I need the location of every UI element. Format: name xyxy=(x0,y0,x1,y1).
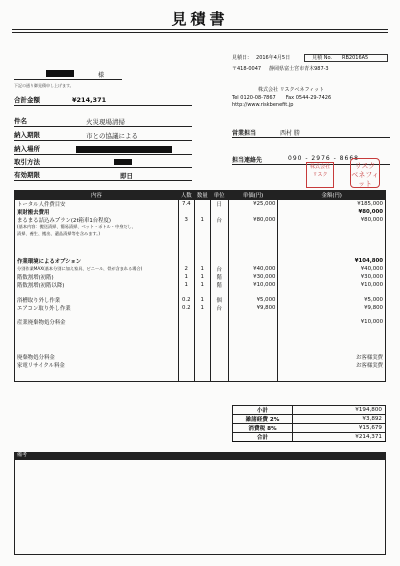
qty-cell xyxy=(194,339,210,346)
table-row xyxy=(15,353,386,361)
notes-header: 備考 xyxy=(14,452,386,459)
table-row xyxy=(15,200,386,209)
price-cell xyxy=(228,244,278,251)
content-cell xyxy=(15,369,179,376)
amount-cell: お客様実費 xyxy=(278,353,386,361)
qty-cell xyxy=(194,289,210,296)
qty-cell xyxy=(194,318,210,326)
people-cell xyxy=(178,208,194,216)
table-row xyxy=(15,369,386,376)
col-header-amount: 金額(円) xyxy=(278,191,386,200)
col-header-people: 人数 xyxy=(178,191,194,200)
qty-cell xyxy=(194,312,210,319)
content-cell xyxy=(15,312,179,319)
table-row xyxy=(15,326,386,333)
amount-cell xyxy=(278,237,386,244)
price-cell xyxy=(228,250,278,257)
unit-cell xyxy=(210,289,228,296)
amount-cell: ¥80,000 xyxy=(278,208,386,216)
amount-cell xyxy=(278,339,386,346)
rep-name: 西村 勝 xyxy=(280,130,300,137)
col-header-content: 内容 xyxy=(15,191,179,200)
estimate-number-label: 見積 No. xyxy=(312,55,332,61)
estimate-number: RB2016A5 xyxy=(342,55,369,61)
qty-cell xyxy=(194,353,210,361)
qty-cell xyxy=(194,224,210,231)
totals-row xyxy=(233,424,386,433)
price-cell xyxy=(228,375,278,382)
amount-cell: ¥40,000 xyxy=(278,265,386,273)
content-cell: エアコン取り外し作業 xyxy=(15,304,179,312)
content-cell: 家電リサイクル料金 xyxy=(15,361,179,369)
table-row xyxy=(15,237,386,244)
amount-cell xyxy=(278,312,386,319)
unit-cell: 台 xyxy=(210,304,228,312)
unit-cell xyxy=(210,346,228,353)
people-cell xyxy=(178,231,194,238)
issue-date-label: 見積日： xyxy=(232,55,253,61)
redacted-client-name xyxy=(46,70,74,77)
people-cell: 2 xyxy=(178,265,194,273)
unit-cell xyxy=(210,231,228,238)
unit-cell xyxy=(210,237,228,244)
amount-cell: ¥185,000 xyxy=(278,200,386,209)
unit-cell: 日 xyxy=(210,200,228,209)
amount-cell: ¥10,000 xyxy=(278,318,386,326)
unit-cell xyxy=(210,208,228,216)
table-row xyxy=(15,257,386,265)
totals-row xyxy=(233,433,386,442)
price-cell xyxy=(228,224,278,231)
qty-cell xyxy=(194,369,210,376)
people-cell: 3 xyxy=(178,216,194,224)
content-cell xyxy=(15,326,179,333)
content-cell xyxy=(15,375,179,382)
col-header-unit: 単位 xyxy=(210,191,228,200)
table-row xyxy=(15,375,386,382)
totals-value: ¥3,892 xyxy=(293,415,386,424)
table-row xyxy=(15,208,386,216)
delivery-row xyxy=(14,130,192,141)
price-cell: ¥40,000 xyxy=(228,265,278,273)
issuer-fax: Fax 0544-29-7426 xyxy=(285,95,332,101)
issuer-block xyxy=(232,66,331,108)
people-cell xyxy=(178,333,194,340)
price-cell xyxy=(228,257,278,265)
amount-cell xyxy=(278,375,386,382)
qty-cell xyxy=(194,361,210,369)
place-label: 納入場所 xyxy=(14,145,40,153)
company-seal xyxy=(350,158,380,188)
amount-cell xyxy=(278,250,386,257)
subject-label: 件名 xyxy=(14,117,27,125)
amount-cell: ¥5,000 xyxy=(278,296,386,304)
table-row xyxy=(15,281,386,289)
content-cell xyxy=(15,333,179,340)
issue-meta xyxy=(232,56,368,62)
price-cell xyxy=(228,361,278,369)
validity-value: 即日 xyxy=(120,172,133,180)
redacted-terms xyxy=(114,159,132,165)
people-cell xyxy=(178,361,194,369)
seal-text-b: リスク ベネフィット xyxy=(351,162,379,188)
title-rule-bottom xyxy=(12,32,388,33)
price-cell: ¥9,800 xyxy=(228,304,278,312)
total-amount-label: 合計金額 xyxy=(14,96,40,104)
total-amount-value: ¥214,371 xyxy=(72,96,107,104)
price-cell: ¥10,000 xyxy=(228,281,278,289)
totals-label: 消費税 8% xyxy=(233,424,293,433)
unit-cell: 台 xyxy=(210,216,228,224)
amount-cell: ¥104,800 xyxy=(278,257,386,265)
table-row xyxy=(15,296,386,304)
qty-cell xyxy=(194,375,210,382)
unit-cell xyxy=(210,224,228,231)
content-cell: 分別作業MAX(基本分別に加え家具、ビニール、骨が含まれる場合) xyxy=(15,265,179,273)
table-header-row xyxy=(15,191,386,200)
table-row xyxy=(15,216,386,224)
total-amount-row xyxy=(14,95,192,106)
table-row xyxy=(15,339,386,346)
subject-value: 火災現場清掃 xyxy=(86,118,125,126)
rep-row xyxy=(232,128,390,138)
amount-cell: ¥80,000 xyxy=(278,216,386,224)
price-cell: ¥25,000 xyxy=(228,200,278,209)
amount-cell xyxy=(278,346,386,353)
people-cell: 7.4 xyxy=(178,200,194,209)
people-cell xyxy=(178,353,194,361)
qty-cell: 1 xyxy=(194,265,210,273)
people-cell xyxy=(178,318,194,326)
content-cell: トータル人件費目安 xyxy=(15,200,179,209)
qty-cell: 1 xyxy=(194,273,210,281)
qty-cell xyxy=(194,237,210,244)
qty-cell xyxy=(194,346,210,353)
price-cell: ¥30,000 xyxy=(228,273,278,281)
table-row xyxy=(15,224,386,231)
qty-cell xyxy=(194,250,210,257)
price-cell: ¥5,000 xyxy=(228,296,278,304)
price-cell xyxy=(228,339,278,346)
qty-cell xyxy=(194,333,210,340)
content-cell: 廃棄物処分料金 xyxy=(15,353,179,361)
content-cell: まるまる詰込みプラン(2t箱車1台程度) xyxy=(15,216,179,224)
unit-cell: 階 xyxy=(210,273,228,281)
unit-cell: 台 xyxy=(210,265,228,273)
issuer-tel: Tel 0120-08-7867 xyxy=(232,95,276,101)
unit-cell xyxy=(210,250,228,257)
amount-cell xyxy=(278,224,386,231)
people-cell: 0.2 xyxy=(178,304,194,312)
place-row xyxy=(14,144,192,155)
unit-cell xyxy=(210,257,228,265)
people-cell xyxy=(178,375,194,382)
amount-cell xyxy=(278,326,386,333)
table-row xyxy=(15,318,386,326)
unit-cell xyxy=(210,353,228,361)
issuer-postal: 〒418-0047 xyxy=(232,66,262,72)
unit-cell xyxy=(210,339,228,346)
price-cell xyxy=(228,231,278,238)
delivery-value: 市との協議による xyxy=(86,132,138,140)
client-honorific: 様 xyxy=(98,72,105,79)
people-cell xyxy=(178,244,194,251)
content-cell xyxy=(15,339,179,346)
rep-label: 営業担当 xyxy=(232,130,257,137)
qty-cell xyxy=(194,257,210,265)
content-cell: 階数割増(初階) xyxy=(15,273,179,281)
qty-cell: 1 xyxy=(194,216,210,224)
line-items-table xyxy=(14,190,386,382)
qty-cell: 1 xyxy=(194,304,210,312)
content-cell: 階数割増(初階以降) xyxy=(15,281,179,289)
people-cell xyxy=(178,257,194,265)
content-cell: (基本内容：搬送清掃、簡易清掃、ベット・ポトル・中身だし、 xyxy=(15,224,179,231)
notes-box xyxy=(14,459,386,555)
qty-cell xyxy=(194,200,210,209)
table-row xyxy=(15,231,386,238)
people-cell xyxy=(178,289,194,296)
table-row xyxy=(15,346,386,353)
issue-date: 2016年4月5日 xyxy=(256,55,291,61)
col-header-qty: 数量 xyxy=(194,191,210,200)
table-row xyxy=(15,304,386,312)
totals-label: 雑諸経費 2% xyxy=(233,415,293,424)
totals-label: 合計 xyxy=(233,433,293,442)
totals-row xyxy=(233,415,386,424)
people-cell xyxy=(178,369,194,376)
company-seal-square xyxy=(306,162,334,188)
people-cell: 0.2 xyxy=(178,296,194,304)
price-cell xyxy=(228,353,278,361)
unit-cell: 個 xyxy=(210,296,228,304)
people-cell: 1 xyxy=(178,273,194,281)
content-cell: 作業環境によるオプション xyxy=(15,257,179,265)
people-cell xyxy=(178,339,194,346)
qty-cell: 1 xyxy=(194,296,210,304)
amount-cell xyxy=(278,289,386,296)
people-cell xyxy=(178,250,194,257)
amount-cell: ¥30,000 xyxy=(278,273,386,281)
unit-cell xyxy=(210,326,228,333)
table-row xyxy=(15,361,386,369)
people-cell xyxy=(178,312,194,319)
qty-cell xyxy=(194,244,210,251)
content-cell xyxy=(15,244,179,251)
totals-value: ¥214,371 xyxy=(293,433,386,442)
content-cell: 清掃、養生、搬出、遺品清掃等を含みます。) xyxy=(15,231,179,238)
content-cell: 産業廃棄物処分料金 xyxy=(15,318,179,326)
unit-cell xyxy=(210,244,228,251)
qty-cell: 1 xyxy=(194,281,210,289)
amount-cell xyxy=(278,231,386,238)
qty-cell xyxy=(194,326,210,333)
client-name-line xyxy=(14,70,122,80)
content-cell: 浴槽取り外し作業 xyxy=(15,296,179,304)
client-note: 下記の通り御見積申し上げます。 xyxy=(14,83,74,88)
content-cell xyxy=(15,250,179,257)
issuer-url[interactable]: http://www.riskbenefit.jp xyxy=(232,101,294,108)
table-row xyxy=(15,250,386,257)
price-cell xyxy=(228,208,278,216)
rep-contact-label: 担当連絡先 xyxy=(232,157,263,164)
unit-cell: 階 xyxy=(210,281,228,289)
table-row xyxy=(15,289,386,296)
validity-label: 有効期限 xyxy=(14,171,40,179)
seal-text-a: 株式会社 リスク xyxy=(309,164,330,178)
people-cell xyxy=(178,346,194,353)
amount-cell xyxy=(278,333,386,340)
qty-cell xyxy=(194,231,210,238)
content-cell xyxy=(15,237,179,244)
totals-value: ¥194,800 xyxy=(293,406,386,415)
validity-row xyxy=(14,170,192,181)
totals-table xyxy=(232,405,386,442)
subject-row xyxy=(14,116,192,127)
qty-cell xyxy=(194,208,210,216)
price-cell xyxy=(228,326,278,333)
people-cell xyxy=(178,237,194,244)
issuer-address: 静岡県富士宮市青木987-3 xyxy=(269,66,329,72)
content-cell xyxy=(15,289,179,296)
unit-cell xyxy=(210,312,228,319)
unit-cell xyxy=(210,333,228,340)
issuer-company: 株式会社 リスクベネフィット xyxy=(258,86,325,93)
price-cell xyxy=(228,237,278,244)
content-cell: 東財搬去費用 xyxy=(15,208,179,216)
totals-value: ¥15,679 xyxy=(293,424,386,433)
totals-label: 小計 xyxy=(233,406,293,415)
unit-cell xyxy=(210,318,228,326)
totals-row xyxy=(233,406,386,415)
unit-cell xyxy=(210,361,228,369)
rep-contact-value: 090 - 2976 - 8668 xyxy=(288,155,359,162)
price-cell xyxy=(228,333,278,340)
table-row xyxy=(15,333,386,340)
terms-row xyxy=(14,157,192,168)
title-rule-top xyxy=(12,29,388,30)
price-cell xyxy=(228,318,278,326)
price-cell xyxy=(228,346,278,353)
amount-cell xyxy=(278,244,386,251)
table-row xyxy=(15,312,386,319)
unit-cell xyxy=(210,369,228,376)
amount-cell: ¥10,000 xyxy=(278,281,386,289)
people-cell: 1 xyxy=(178,281,194,289)
content-cell xyxy=(15,346,179,353)
table-row xyxy=(15,244,386,251)
price-cell xyxy=(228,312,278,319)
people-cell xyxy=(178,224,194,231)
delivery-label: 納入期限 xyxy=(14,131,40,139)
price-cell xyxy=(228,289,278,296)
table-row xyxy=(15,265,386,273)
document-title: 見積書 xyxy=(171,10,229,28)
price-cell: ¥80,000 xyxy=(228,216,278,224)
amount-cell xyxy=(278,369,386,376)
amount-cell: お客様実費 xyxy=(278,361,386,369)
unit-cell xyxy=(210,375,228,382)
redacted-place xyxy=(76,146,172,153)
col-header-price: 単価(円) xyxy=(228,191,278,200)
amount-cell: ¥9,800 xyxy=(278,304,386,312)
people-cell xyxy=(178,326,194,333)
price-cell xyxy=(228,369,278,376)
table-row xyxy=(15,273,386,281)
terms-label: 取引方法 xyxy=(14,158,40,166)
